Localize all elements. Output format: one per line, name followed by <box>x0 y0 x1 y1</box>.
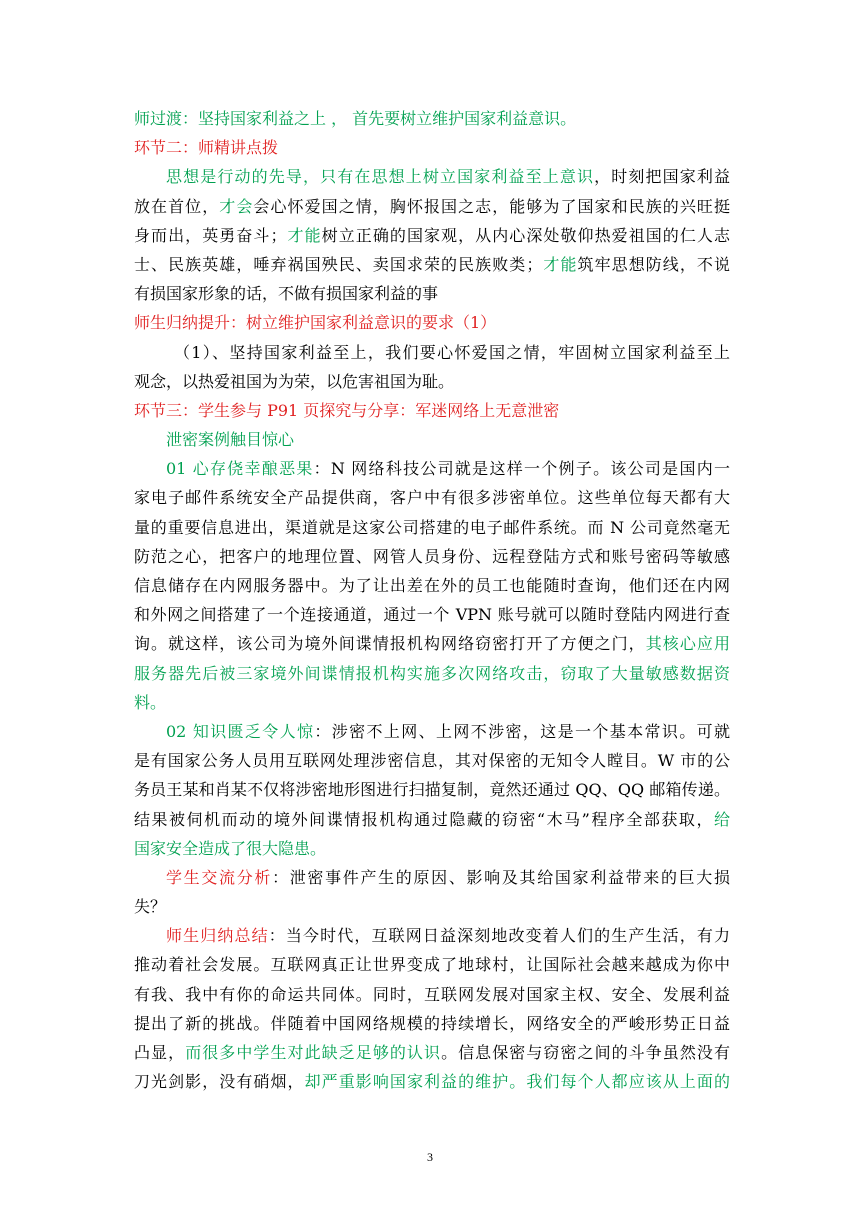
text-span: ：涉密不上网、上网不涉密，这是一个基本常识。可就 <box>314 721 730 741</box>
text-line <box>134 834 730 863</box>
text-line <box>134 367 730 396</box>
text-span: 结果被伺机而动的境外间谍情报机构通过隐藏的窃密“木马”程序全部获取， <box>134 809 714 829</box>
text-span: 询。就这样，该公司为境外间谍情报机构网络窃密打开了方便之门， <box>134 634 646 654</box>
text-line <box>134 921 730 950</box>
text-span: 而很多中学生对此缺乏足够的认识 <box>185 1043 442 1062</box>
text-span: 师生归纳提升：树立维护国家利益意识的要求（1） <box>134 313 497 333</box>
text-line <box>134 542 730 571</box>
text-line <box>134 863 730 892</box>
text-span: 其核心应用 <box>645 634 730 654</box>
text-span: 观念，以热爱祖国为为荣，以危害祖国为耻。 <box>134 371 455 391</box>
text-span: 才能 <box>542 254 578 274</box>
text-line <box>134 425 730 454</box>
text-line <box>134 192 730 221</box>
text-span: 02 知识匮乏令人惊 <box>166 721 315 741</box>
text-span: 是有国家公务人员用互联网处理涉密信息，其对保密的无知令人瞠目。W 市的公 <box>134 751 730 771</box>
text-span: ：N 网络科技公司就是这样一个例子。该公司是国内一 <box>313 459 730 479</box>
text-span: 失？ <box>134 897 167 917</box>
text-span: 国家安全造成了很大隐患。 <box>134 838 327 858</box>
text-line <box>134 659 730 688</box>
text-span: ：泄密事件产生的原因、影响及其给国家利益带来的巨大损 <box>272 867 730 887</box>
text-line <box>134 513 730 542</box>
text-line <box>134 1009 730 1038</box>
text-line <box>134 104 730 133</box>
text-span: 务员王某和肖某不仅将涉密地形图进行扫描复制，竟然还通过 QQ、QQ 邮箱传递。 <box>134 780 730 800</box>
text-span: （1）、坚持国家利益至上，我们要心怀爱国之情，牢固树立国家利益至上 <box>174 342 730 362</box>
text-span: 才能 <box>286 225 322 245</box>
text-span: 量的重要信息进出，渠道就是这家公司搭建的电子邮件系统。而 N 公司竟然毫无 <box>134 517 730 537</box>
document-body <box>134 104 730 1096</box>
text-span: 01 心存侥幸酿恶果 <box>166 459 314 479</box>
text-span: 身而出，英勇奋斗； <box>134 225 287 245</box>
text-line <box>134 600 730 629</box>
text-line <box>134 396 730 425</box>
text-line <box>134 980 730 1009</box>
text-line <box>134 162 730 191</box>
text-line <box>134 629 730 658</box>
text-line <box>134 483 730 512</box>
text-span: 信息储存在内网服务器中。为了让出差在外的员工也能随时查询，他们还在内网 <box>134 576 730 595</box>
text-span: 。信息保密与窃密之间的斗争虽然没有 <box>441 1043 730 1062</box>
text-span: 服务器先后被三家境外间谍情报机构实施多次网络攻击，窃取了大量敏感数据资 <box>134 663 730 683</box>
text-span: 才会 <box>219 196 254 216</box>
text-line <box>134 746 730 775</box>
text-span: 防范之心，把客户的地理位置、网管人员身份、远程登陆方式和账号密码等敏感 <box>134 546 730 566</box>
text-line <box>134 775 730 804</box>
text-span: 料。 <box>134 692 167 712</box>
text-line <box>134 717 730 746</box>
text-span: 士、民族英雄，唾弃祸国殃民、卖国求荣的民族败类； <box>134 254 543 274</box>
text-span: 和外网之间搭建了一个连接通道，通过一个 VPN 账号就可以随时登陆内网进行查 <box>134 605 730 625</box>
text-span: 有损国家形象的话，不做有损国家利益的事 <box>134 284 439 304</box>
text-span: 学生交流分析 <box>166 867 273 887</box>
text-span: 凸显， <box>134 1043 186 1062</box>
text-line <box>134 805 730 834</box>
text-line <box>134 571 730 600</box>
text-span: 筑牢思想防线，不说 <box>577 254 730 274</box>
text-span: 师过渡：坚持国家利益之上 ， 首先要树立维护国家利益意识。 <box>134 109 577 128</box>
text-span: 刀光剑影，没有硝烟， <box>134 1072 305 1092</box>
text-line <box>134 892 730 921</box>
text-span: 有我、我中有你的命运共同体。同时，互联网发展对国家主权、安全、发展利益 <box>134 984 730 1004</box>
text-line <box>134 1038 730 1067</box>
page-number: 3 <box>427 1150 433 1164</box>
text-line <box>134 338 730 367</box>
text-span: 思想是行动的先导，只有在思想上树立国家利益至上意识 <box>166 167 595 187</box>
text-line <box>134 1067 730 1096</box>
text-span: 会心怀爱国之情，胸怀报国之志，能够为了国家和民族的兴旺挺 <box>253 196 730 216</box>
text-span: 环节三：学生参与 P91 页探究与分享：军迷网络上无意泄密 <box>134 400 560 420</box>
text-line <box>134 133 730 162</box>
text-line <box>134 279 730 308</box>
text-span: 环节二：师精讲点拨 <box>134 138 279 158</box>
text-line <box>134 688 730 717</box>
text-line <box>134 454 730 483</box>
text-span: 推动着社会发展。互联网真正让世界变成了地球村，让国际社会越来越成为你中 <box>134 955 730 975</box>
text-span: 却严重影响国家利益的维护。我们每个人都应该从上面的 <box>304 1072 730 1092</box>
text-line <box>134 308 730 337</box>
text-span: 放在首位， <box>134 196 220 216</box>
text-span: 提出了新的挑战。伴随着中国网络规模的持续增长，网络安全的严峻形势正日益 <box>134 1013 730 1033</box>
text-line <box>134 250 730 279</box>
text-line <box>134 221 730 250</box>
text-span: ：当今时代，互联网日益深刻地改变着人们的生产生活，有力 <box>268 926 730 946</box>
text-span: 泄密案例触目惊心 <box>166 430 295 450</box>
text-span: 师生归纳总结 <box>166 926 269 946</box>
text-span: 给 <box>713 809 730 829</box>
text-line <box>134 950 730 979</box>
text-span: 家电子邮件系统安全产品提供商，客户中有很多涉密单位。这些单位每天都有大 <box>134 488 730 508</box>
text-span: ，时刻把国家利益 <box>594 167 730 187</box>
text-span: 树立正确的国家观，从内心深处敬仰热爱祖国的仁人志 <box>321 225 730 245</box>
